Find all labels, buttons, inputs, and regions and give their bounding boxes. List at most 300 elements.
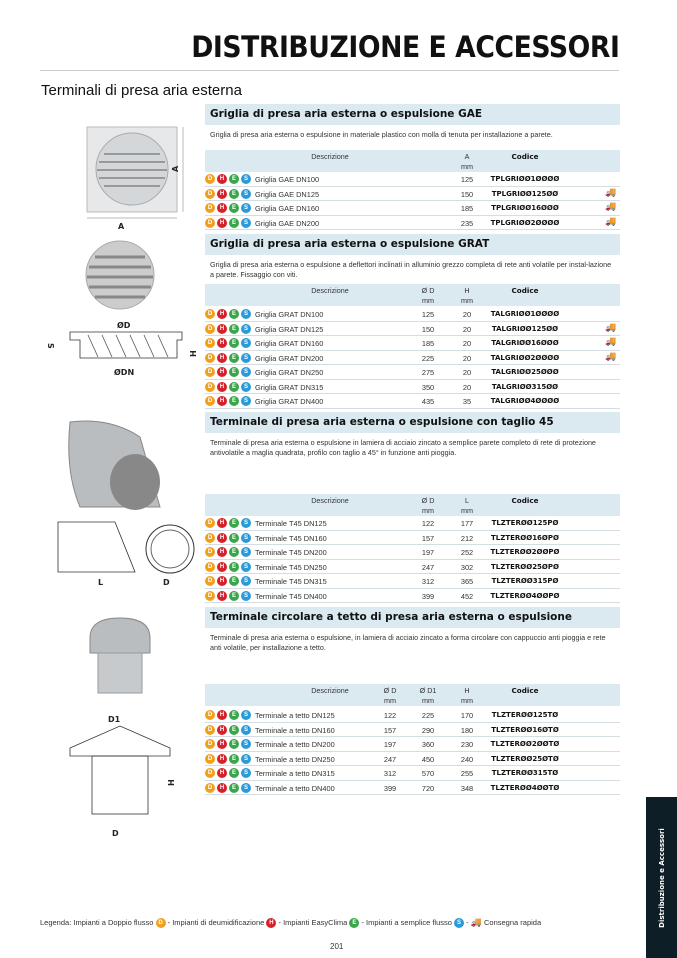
dimension-value: 365 [460,577,474,586]
badge-s-icon: S [241,174,251,184]
dim-label-l: L [98,578,104,587]
badge-e-icon: E [229,562,239,572]
product-description: Terminale a tetto DN160 [255,725,335,735]
badge-d-icon: D [205,768,215,778]
badge-s-icon: S [241,324,251,334]
system-badges [205,309,251,319]
badge-d-icon: D [205,562,215,572]
badge-h-icon: H [217,783,227,793]
system-badges [205,547,251,557]
table-header [205,494,620,516]
system-badges [205,710,251,720]
dimension-value: 177 [460,519,474,528]
product-description: Griglia GRAT DN160 [255,339,324,348]
badge-e-icon: E [349,918,359,928]
dimension-value: 125 [460,175,474,184]
product-code: TALGRIØØ2ØØØØ [490,353,560,362]
col-header-descrizione: Descrizione [311,286,349,295]
badge-h-icon: H [217,189,227,199]
t45-terminal-diagram [40,412,200,592]
table-header [205,150,620,172]
table-row [205,322,620,337]
dimension-value: 170 [460,711,474,720]
col-header-label: Ø D [421,286,435,295]
col-header-unit: mm [461,696,473,705]
system-badges [205,533,251,543]
badge-e-icon: E [229,367,239,377]
table-header [205,684,620,706]
truck-icon: 🚚 [470,917,482,927]
legend-item-label: Impianti a Doppio flusso [73,918,154,927]
col-header-descrizione: Descrizione [311,152,349,161]
fast-delivery-truck-icon: 🚚 [605,186,617,197]
col-header-unit: mm [422,506,434,515]
badge-d-icon: D [205,783,215,793]
dim-label-h: H [167,779,176,786]
table-row [205,394,620,409]
dimension-value: 240 [460,754,474,764]
dimension-value: 212 [460,533,474,543]
badge-h-icon: H [217,518,227,528]
system-badges [205,768,251,778]
dimension-value: 720 [421,783,435,793]
system-badges [205,739,251,749]
system-badges [205,324,251,334]
product-code: TLZTERØØ4ØØPØ [490,591,560,600]
badge-e-icon: E [229,353,239,363]
dimension-value: 20 [462,353,472,363]
badge-e-icon: E [229,547,239,557]
col-header-label: A [464,152,470,161]
grat-grille-diagram [40,235,200,405]
product-description: Griglia GRAT DN125 [255,324,324,334]
section-title: Terminale circolare a tetto di presa aria esterna o espulsione [205,607,620,628]
badge-e-icon: E [229,189,239,199]
dimension-value: 225 [421,711,435,720]
badge-s-icon: S [241,739,251,749]
table-row [205,737,620,752]
badge-h-icon: H [217,338,227,348]
dimension-value: 450 [421,754,435,764]
dimension-value: 235 [460,218,474,228]
fast-delivery-truck-icon: 🚚 [605,336,617,346]
badge-e-icon: E [229,324,239,334]
system-badges [205,189,251,199]
badge-s-icon: S [241,710,251,720]
badge-d-icon: D [205,367,215,377]
badge-e-icon: E [229,203,239,213]
section-heading: Terminali di presa aria esterna [41,82,242,99]
badge-d-icon: D [205,518,215,528]
legend-item-label: Impianti di deumidificazione [172,918,265,927]
table-row [205,531,620,546]
product-section [205,607,620,793]
badge-s-icon: S [241,396,251,406]
col-header-codice: Codice [511,286,539,295]
table-row [205,351,620,366]
system-badges [205,338,251,348]
section-title: Terminale di presa aria esterna o espulsione con taglio 45 [205,412,620,433]
section-title: Griglia di presa aria esterna o espulsione GAE [205,104,620,125]
product-code: TLZTERØØ125TØ [491,711,559,719]
dimension-value: 20 [462,368,472,377]
badge-s-icon: S [241,591,251,601]
dimension-value: 185 [460,204,474,213]
dimension-value: 435 [421,397,435,406]
dim-label-d: D [163,578,170,587]
badge-h-icon: H [217,533,227,543]
legend-prefix: Legenda: [40,918,74,927]
product-description: Griglia GRAT DN400 [255,397,324,406]
legend-truck-label: Consegna rapida [484,918,542,927]
gae-grille-diagram [82,122,192,230]
table-row [205,516,620,531]
badge-e-icon: E [229,783,239,793]
section-description: Terminale di presa aria esterna o espulsione, in lamiera di acciaio zincato a forma circolare con cappuccio anti pioggia e rete anti volatile, per installazione a tetto. [210,633,606,652]
dimension-value: 20 [462,382,472,392]
dimension-value: 312 [383,769,397,778]
col-header [422,496,435,516]
system-badges [205,591,251,601]
section-description: Terminale di presa aria esterna o espulsione in lamiera di acciaio zincato a semplice parete completo di rete di protezione antivolatile a maglia quadrata, profilo con taglio a 45° in funzione anti pioggia. [210,438,596,457]
system-badges [205,576,251,586]
col-header-label: Ø D1 [419,686,437,695]
badge-h-icon: H [217,309,227,319]
product-code: TPLGRIØØ1ØØØØ [490,175,560,183]
badge-d-icon: D [205,547,215,557]
product-description: Griglia GRAT DN315 [255,382,324,392]
dimension-value: 125 [421,310,435,319]
dimension-value: 197 [421,548,435,557]
col-header-unit: mm [461,162,473,171]
divider [40,70,619,71]
table-row [205,201,620,216]
badge-d-icon: D [205,710,215,720]
product-description: Terminale a tetto DN400 [255,783,335,793]
dimension-value: 150 [421,324,435,334]
dimension-value: 350 [421,382,435,392]
badge-h-icon: H [217,754,227,764]
system-badges [205,396,251,406]
product-code: TALGRIØØ25ØØØ [491,368,559,376]
system-badges [205,518,251,528]
col-header-unit: mm [422,296,434,305]
badge-e-icon: E [229,725,239,735]
dimension-value: 255 [460,769,474,778]
product-code: TLZTERØØ2ØØTØ [490,740,560,748]
system-badges [205,218,251,228]
badge-s-icon: S [241,547,251,557]
dimension-value: 197 [383,740,397,749]
page-number: 201 [330,942,344,951]
dimension-value: 247 [421,562,435,572]
product-code: TPLGRIØØ2ØØØØ [490,218,560,227]
badge-s-icon: S [241,576,251,586]
badge-e-icon: E [229,533,239,543]
badge-h-icon: H [266,918,276,928]
badge-e-icon: E [229,174,239,184]
table-row [205,781,620,796]
product-code: TLZTERØØ315PØ [491,577,559,585]
product-description: Terminale T45 DN160 [255,533,327,543]
badge-h-icon: H [217,547,227,557]
badge-d-icon: D [205,754,215,764]
section-description: Griglia di presa aria esterna o espulsione in materiale plastico con molla di tenuta per installazione a parete. [210,130,553,139]
badge-e-icon: E [229,396,239,406]
table-row [205,307,620,322]
dimension-value: 35 [462,397,472,406]
col-header-label: L [464,496,469,505]
badge-e-icon: E [229,218,239,228]
badge-s-icon: S [241,533,251,543]
col-header-descrizione: Descrizione [311,686,349,695]
col-header-codice: Codice [511,496,539,505]
dimension-value: 20 [462,310,472,319]
dimension-value: 230 [460,740,474,749]
table-row [205,589,620,604]
table-row [205,574,620,589]
table-row [205,545,620,560]
system-badges [205,203,251,213]
product-code: TLZTERØØ4ØØTØ [490,783,560,792]
badge-h-icon: H [217,203,227,213]
badge-e-icon: E [229,338,239,348]
badge-d-icon: D [205,591,215,601]
col-header-label: Ø D [383,686,397,695]
badge-s-icon: S [241,218,251,228]
product-description: Terminale T45 DN250 [255,562,327,572]
product-description: Terminale T45 DN400 [255,591,327,601]
legend-items: Impianti a Doppio flusso D - Impianti di deumidificazione H - Impianti EasyClima E - Impianti a semplice flusso S - [73,918,471,927]
badge-d-icon: D [205,189,215,199]
product-code: TLZTERØØ2ØØPØ [490,548,560,556]
dimension-value: 360 [421,740,435,749]
badge-h-icon: H [217,396,227,406]
fast-delivery-truck-icon: 🚚 [605,215,617,226]
badge-s-icon: S [241,768,251,778]
badge-e-icon: E [229,382,239,392]
badge-e-icon: E [229,591,239,601]
dimension-value: 20 [462,339,472,348]
product-description: Griglia GRAT DN250 [255,368,324,377]
dim-label-h: H [189,350,198,357]
table-row [205,766,620,781]
product-description: Terminale T45 DN315 [255,577,327,586]
system-badges [205,353,251,363]
col-header [461,152,473,172]
dimension-value: 157 [383,725,397,735]
legend-item-label: Impianti EasyClima [283,918,348,927]
col-header-unit: mm [461,296,473,305]
badge-h-icon: H [217,739,227,749]
dimension-value: 399 [421,591,435,601]
badge-e-icon: E [229,518,239,528]
badge-s-icon: S [241,725,251,735]
col-header-unit: mm [384,696,396,705]
product-description: Griglia GAE DN125 [255,189,320,199]
legend [40,917,541,928]
badge-h-icon: H [217,576,227,586]
table-row [205,380,620,395]
badge-e-icon: E [229,309,239,319]
table-row [205,708,620,723]
product-description: Griglia GAE DN160 [255,204,320,213]
col-header-unit: mm [461,506,473,515]
badge-s-icon: S [241,189,251,199]
fast-delivery-truck-icon: 🚚 [605,201,617,211]
product-code: TALGRIØØ4ØØØØ [490,397,560,405]
dimension-value: 290 [421,725,435,735]
product-code: TLZTERØØ16ØTØ [491,725,559,734]
badge-d-icon: D [205,203,215,213]
product-section [205,104,620,228]
product-description: Terminale a tetto DN200 [255,740,335,749]
fast-delivery-truck-icon: 🚚 [605,321,617,332]
col-header-unit: mm [422,696,434,705]
dimension-value: 185 [421,339,435,348]
roof-terminal-diagram [40,608,200,843]
dimension-value: 399 [383,783,397,793]
dimension-value: 252 [460,548,474,557]
badge-d-icon: D [205,309,215,319]
table-row [205,752,620,767]
product-description: Griglia GAE DN200 [255,218,320,228]
badge-d-icon: D [205,533,215,543]
product-code: TALGRIØØ315ØØ [491,382,559,391]
table-row [205,172,620,187]
dimension-value: 302 [460,562,474,572]
dimension-value: 225 [421,353,435,363]
product-description: Terminale a tetto DN125 [255,711,335,720]
badge-h-icon: H [217,367,227,377]
col-header [384,686,397,706]
table-row [205,216,620,231]
product-section [205,412,620,601]
badge-s-icon: S [241,562,251,572]
dim-label-s: S [46,343,55,349]
dim-label-d1: D1 [108,715,121,724]
col-header-codice: Codice [511,152,539,161]
product-section [205,234,620,406]
dimension-value: 122 [383,711,397,720]
product-code: TPLGRIØØ125ØØ [491,189,559,198]
badge-d-icon: D [156,918,166,928]
badge-d-icon: D [205,576,215,586]
badge-h-icon: H [217,768,227,778]
dimension-value: 312 [421,577,435,586]
badge-h-icon: H [217,382,227,392]
dimension-value: 275 [421,368,435,377]
product-description: Griglia GRAT DN200 [255,353,324,363]
col-header [461,686,473,706]
col-header [422,286,435,306]
dim-label-d: D [112,829,119,838]
badge-h-icon: H [217,218,227,228]
side-tab[interactable] [646,797,677,958]
table-row [205,365,620,380]
page-title: DISTRIBUZIONE E ACCESSORI [190,30,619,64]
col-header-codice: Codice [511,686,539,695]
product-code: TLZTERØØ16ØPØ [491,533,559,542]
badge-d-icon: D [205,218,215,228]
badge-h-icon: H [217,324,227,334]
badge-d-icon: D [205,324,215,334]
section-title: Griglia di presa aria esterna o espulsione GRAT [205,234,620,255]
product-description: Terminale a tetto DN250 [255,754,335,764]
badge-d-icon: D [205,382,215,392]
product-description: Terminale T45 DN125 [255,519,327,528]
dim-label-a: A [118,222,125,230]
dimension-value: 180 [460,725,474,735]
product-description: Griglia GRAT DN100 [255,310,324,319]
side-tab-label: Distribuzione e Accessori [657,827,666,928]
badge-s-icon: S [241,754,251,764]
badge-d-icon: D [205,725,215,735]
system-badges [205,754,251,764]
dimension-value: 247 [383,754,397,764]
product-description: Terminale a tetto DN315 [255,769,335,778]
col-header-descrizione: Descrizione [311,496,349,505]
table-row [205,336,620,351]
badge-s-icon: S [241,518,251,528]
system-badges [205,367,251,377]
badge-h-icon: H [217,591,227,601]
badge-s-icon: S [241,367,251,377]
table-header [205,284,620,306]
col-header [461,286,473,306]
badge-h-icon: H [217,353,227,363]
badge-h-icon: H [217,562,227,572]
badge-d-icon: D [205,353,215,363]
product-code: TLZTERØØ125PØ [491,519,559,527]
col-header-label: Ø D [421,496,435,505]
product-code: TPLGRIØØ16ØØØ [491,204,559,212]
dimension-value: 348 [460,783,474,793]
badge-s-icon: S [454,918,464,928]
badge-e-icon: E [229,739,239,749]
table-row [205,187,620,202]
dim-label-od: ØD [117,321,131,330]
badge-h-icon: H [217,725,227,735]
system-badges [205,562,251,572]
product-code: TALGRIØØ16ØØØ [491,339,559,347]
badge-e-icon: E [229,754,239,764]
dimension-value: 570 [421,769,435,778]
product-description: Terminale T45 DN200 [255,548,327,557]
badge-s-icon: S [241,353,251,363]
badge-s-icon: S [241,309,251,319]
badge-e-icon: E [229,576,239,586]
col-header-label: H [464,286,470,295]
badge-h-icon: H [217,710,227,720]
legend-item-label: Impianti a semplice flusso [366,918,452,927]
product-code: TALGRIØØ1ØØØØ [490,310,560,318]
system-badges [205,174,251,184]
product-code: TLZTERØØ25ØPØ [491,562,559,571]
col-header-label: H [464,686,470,695]
product-code: TLZTERØØ25ØTØ [491,754,559,763]
product-code: TLZTERØØ315TØ [491,769,559,777]
dimension-value: 157 [421,533,435,543]
badge-s-icon: S [241,338,251,348]
product-description: Griglia GAE DN100 [255,175,320,184]
badge-d-icon: D [205,174,215,184]
dimension-value: 452 [460,591,474,601]
badge-e-icon: E [229,768,239,778]
badge-h-icon: H [217,174,227,184]
system-badges [205,725,251,735]
col-header [461,496,473,516]
